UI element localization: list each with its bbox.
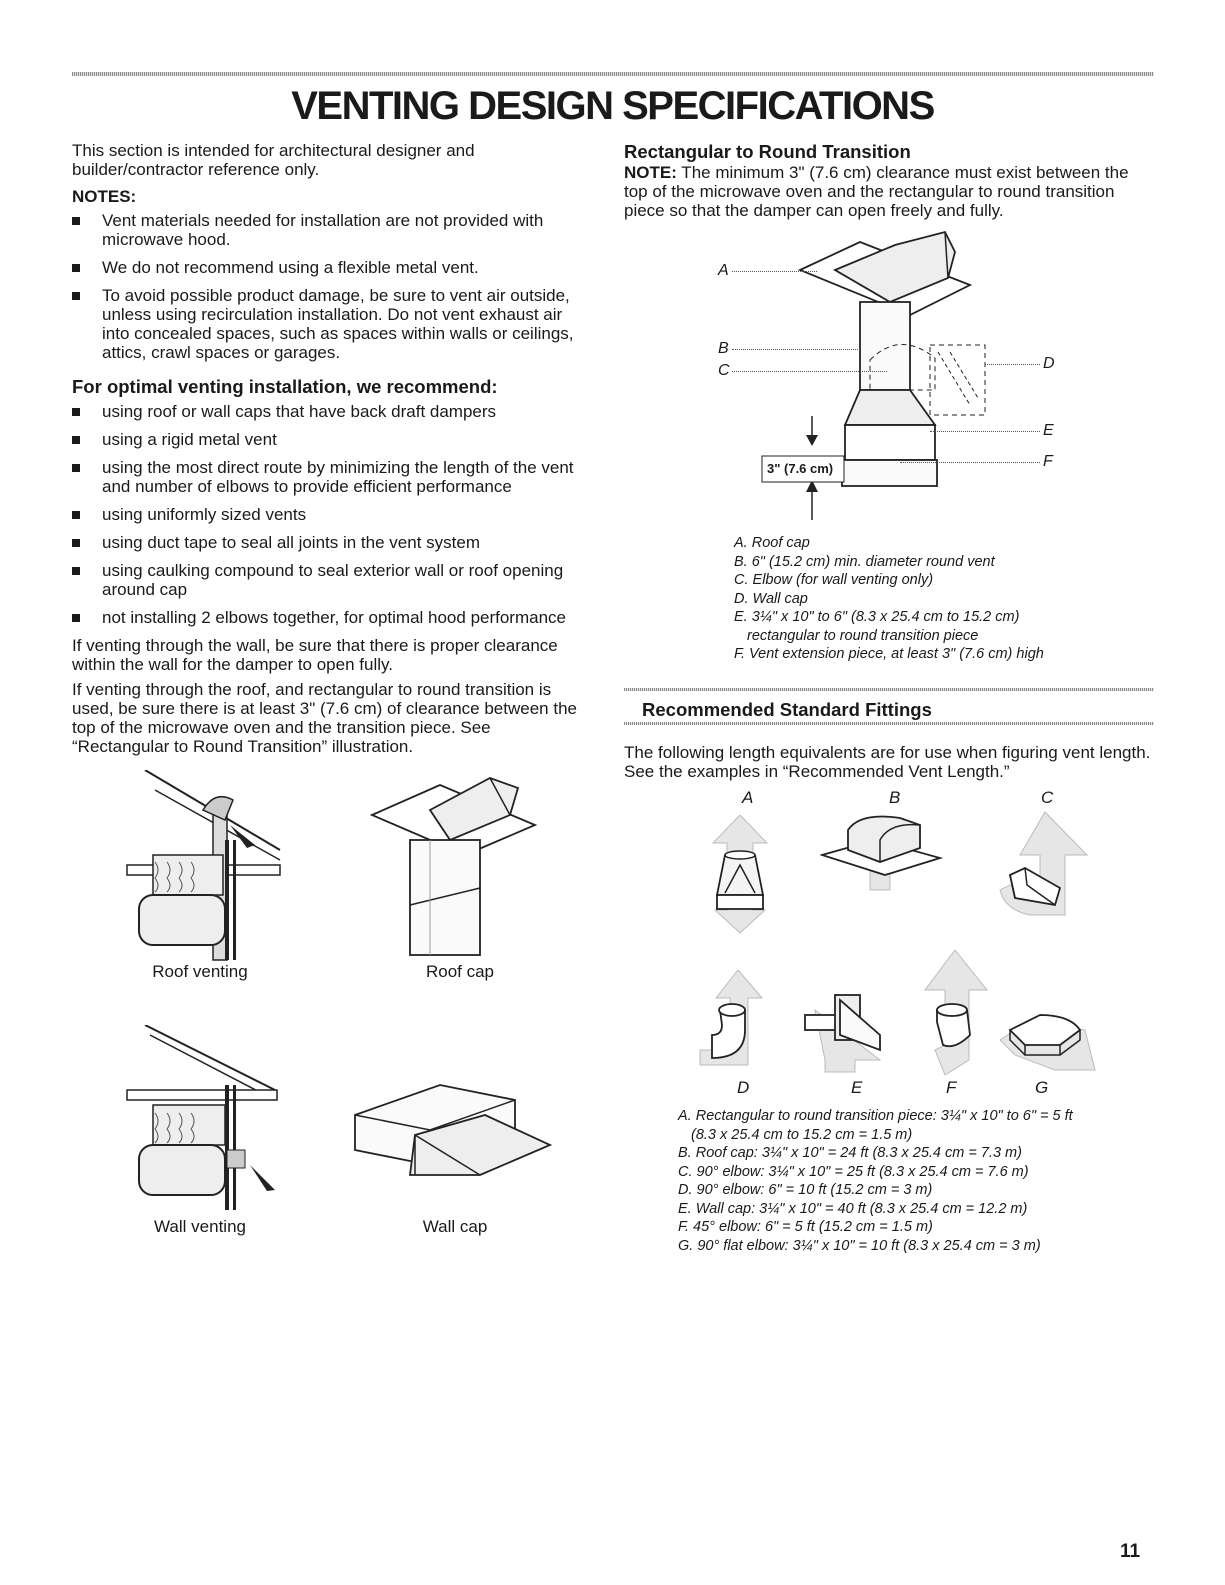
notes-label: NOTES: xyxy=(72,187,137,206)
wall-venting-illustration xyxy=(125,1025,285,1215)
list-item: Vent materials needed for installation are not provided with microwave hood. xyxy=(72,211,592,249)
leader-line xyxy=(732,371,887,372)
fitting-45-elbow-icon xyxy=(915,950,995,1080)
recommend-list xyxy=(72,402,592,627)
fitting-transition-icon xyxy=(705,815,775,935)
callout-item: C. Elbow (for wall venting only) xyxy=(734,572,934,588)
list-item: using roof or wall caps that have back draft dampers xyxy=(72,402,592,421)
roof-venting-caption: Roof venting xyxy=(152,962,248,981)
fittings-heading: Recommended Standard Fittings xyxy=(642,699,932,720)
diagram-letter-e: E xyxy=(1043,422,1054,439)
fitting-letter-d: D xyxy=(737,1078,750,1097)
fitting-item: E. Wall cap: 3¼" x 10" = 40 ft (8.3 x 25.4 cm = 12.2 m) xyxy=(678,1200,1028,1217)
leader-line xyxy=(930,431,1040,432)
fitting-item: C. 90° elbow: 3¼" x 10" = 25 ft (8.3 x 25.4 cm = 7.6 m) xyxy=(678,1163,1029,1180)
left-column xyxy=(72,141,592,756)
fittings-section-header xyxy=(624,688,1154,734)
leader-line xyxy=(985,364,1040,365)
transition-note xyxy=(624,163,1154,220)
callout-item: F. Vent extension piece, at least 3" (7.6 cm) high xyxy=(734,646,1044,662)
fittings-intro: The following length equivalents are for use when figuring vent length. See the examples in “Recommended Vent Length.” xyxy=(624,743,1151,781)
fitting-letter-e: E xyxy=(851,1078,863,1097)
fitting-item: A. Rectangular to round transition piece: 3¼" x 10" to 6" = 5 ft xyxy=(678,1108,1073,1124)
leader-line xyxy=(732,349,860,350)
section-rule xyxy=(624,688,1154,691)
fitting-letter-c: C xyxy=(1041,788,1054,807)
wall-venting-caption: Wall venting xyxy=(154,1217,246,1236)
list-item: using duct tape to seal all joints in the vent system xyxy=(72,533,592,552)
top-rule xyxy=(72,72,1154,76)
list-item: To avoid possible product damage, be sure to vent air outside, unless using recirculation installation. Do not vent exhaust air into concealed spaces, such as spaces within walls or ceilings, attics, crawl spaces or garages. xyxy=(72,286,592,362)
fittings-list xyxy=(678,1107,1158,1255)
roof-cap-caption: Roof cap xyxy=(425,962,495,981)
wall-cap-caption: Wall cap xyxy=(422,1217,488,1236)
section-rule xyxy=(624,722,1154,725)
callout-item: B. 6" (15.2 cm) min. diameter round vent xyxy=(734,553,995,570)
fitting-letter-f: F xyxy=(946,1078,957,1097)
fitting-item: B. Roof cap: 3¼" x 10" = 24 ft (8.3 x 25.4 cm = 7.3 m) xyxy=(678,1145,1022,1161)
callout-item: rectangular to round transition piece xyxy=(747,627,979,644)
list-item: We do not recommend using a flexible metal vent. xyxy=(72,258,592,277)
page-number: 11 xyxy=(1120,1541,1141,1562)
clearance-label: 3" (7.6 cm) xyxy=(767,461,834,476)
fitting-letter-g: G xyxy=(1035,1078,1049,1097)
intro-text: This section is intended for architectural designer and builder/contractor reference only. xyxy=(72,141,475,179)
fitting-roof-cap-icon xyxy=(820,810,950,900)
wall-cap-illustration xyxy=(350,1080,560,1190)
fitting-90-elbow-icon xyxy=(995,810,1090,935)
roof-venting-illustration xyxy=(125,770,285,965)
callout-item: A. Roof cap xyxy=(734,535,810,551)
list-item: not installing 2 elbows together, for optimal hood performance xyxy=(72,608,592,627)
fitting-item: (8.3 x 25.4 cm to 15.2 cm = 1.5 m) xyxy=(691,1126,913,1143)
fitting-wall-cap-icon xyxy=(795,990,900,1075)
diagram-letter-f: F xyxy=(1043,453,1053,470)
callout-item: E. 3¼" x 10" to 6" (8.3 x 25.4 cm to 15.2 cm) xyxy=(734,609,1020,625)
callout-item: D. Wall cap xyxy=(734,590,808,607)
right-column xyxy=(624,141,1154,220)
fitting-item: G. 90° flat elbow: 3¼" x 10" = 10 ft (8.3 x 25.4 cm = 3 m) xyxy=(678,1237,1041,1254)
diagram-letter-c: C xyxy=(718,362,730,379)
roof-cap-illustration xyxy=(370,770,540,960)
leader-line xyxy=(732,271,817,272)
transition-diagram xyxy=(760,230,1050,520)
transition-heading: Rectangular to Round Transition xyxy=(624,141,911,162)
fitting-letter-b: B xyxy=(889,788,901,807)
list-item: using caulking compound to seal exterior wall or roof opening around cap xyxy=(72,561,592,599)
notes-list xyxy=(72,211,592,362)
recommend-heading: For optimal venting installation, we recommend: xyxy=(72,376,498,397)
fitting-item: F. 45° elbow: 6" = 5 ft (15.2 cm = 1.5 m) xyxy=(678,1219,933,1235)
diagram-letter-b: B xyxy=(718,340,729,357)
leader-line xyxy=(900,462,1040,463)
fitting-6in-elbow-icon xyxy=(690,970,775,1070)
roof-paragraph: If venting through the roof, and rectangular to round transition is used, be sure there is at least 3" (7.6 cm) of clearance between the top of the microwave oven and the transition piece. See “Rectangular to Round Transition” illustration. xyxy=(72,680,577,756)
diagram-letter-d: D xyxy=(1043,355,1055,372)
fitting-letter-a: A xyxy=(742,788,754,807)
page-title: VENTING DESIGN SPECIFICATIONS xyxy=(291,84,934,128)
transition-callouts xyxy=(734,534,1134,664)
fitting-flat-elbow-icon xyxy=(995,1000,1100,1080)
list-item: using the most direct route by minimizing the length of the vent and number of elbows to provide efficient performance xyxy=(72,458,592,496)
wall-paragraph: If venting through the wall, be sure that there is proper clearance within the wall for the damper to open fully. xyxy=(72,636,558,674)
list-item: using uniformly sized vents xyxy=(72,505,592,524)
note-text: The minimum 3" (7.6 cm) clearance must exist between the top of the microwave oven and the rectangular to round transition piece so that the damper can open freely and fully. xyxy=(624,163,1129,220)
list-item: using a rigid metal vent xyxy=(72,430,592,449)
note-label: NOTE: xyxy=(624,163,677,182)
diagram-letter-a: A xyxy=(718,262,729,279)
fitting-item: D. 90° elbow: 6" = 10 ft (15.2 cm = 3 m) xyxy=(678,1182,933,1198)
